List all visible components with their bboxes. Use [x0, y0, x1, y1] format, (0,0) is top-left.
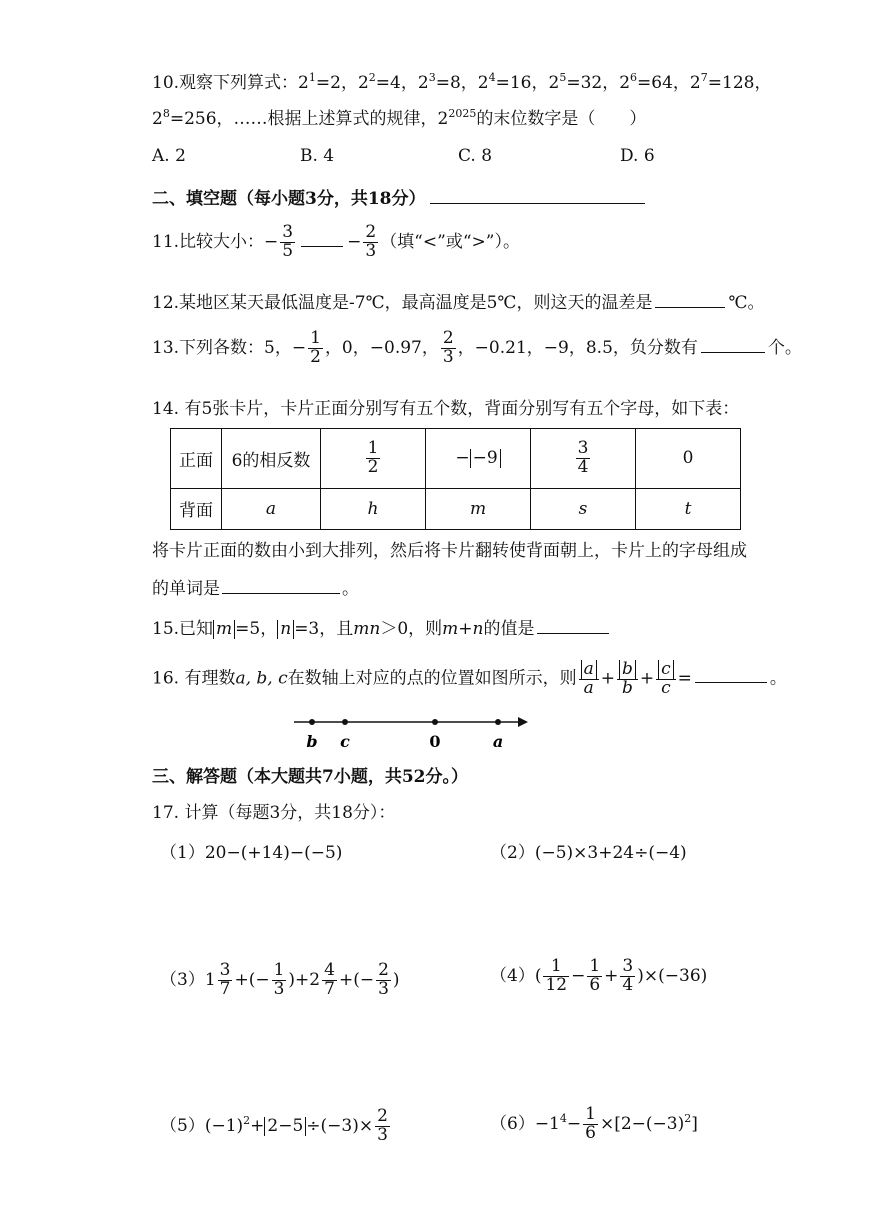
q14-front-row [171, 429, 741, 489]
q10-option-c[interactable]: C. 8 [458, 146, 493, 166]
q13-suffix: 个。 [767, 337, 802, 358]
q14-front-cell-5: 0 [636, 429, 741, 489]
q14-back-cell-3: m [426, 488, 531, 529]
q10-text-mid: ，……根据上述算式的规律， [216, 109, 438, 129]
q10-power-8: $2^8=256$ [152, 107, 217, 129]
q14-front-cell-2: $\frac{1}{2}$ [321, 429, 426, 489]
q10-line2 [152, 104, 646, 129]
q15-suffix: 的值是 [483, 619, 535, 639]
q14-back-cell-2: h [321, 488, 426, 529]
q17-part2: （2）(−5)×3+24÷(−4) [490, 843, 687, 863]
q10-power-1: $2^1=2$， [298, 71, 358, 93]
q14-back-cell-1: a [222, 488, 321, 529]
label-b: b [306, 732, 318, 751]
point-b [309, 719, 315, 725]
number-line-arrow [518, 717, 528, 727]
q14-line2: 将卡片正面的数由小到大排列，然后将卡片翻转使背面朝上，卡片上的字母组成 [152, 541, 747, 561]
q14-back-cell-5: t [636, 488, 741, 529]
q14-line3-end: 。 [342, 579, 359, 599]
label-a: a [492, 732, 504, 751]
q13 [152, 330, 802, 367]
q16-number-line [290, 712, 535, 754]
q16-fraction-a: $\frac{a}{a}$ [579, 660, 599, 698]
q16-prefix: 16. 有理数 [152, 668, 236, 689]
q15-eq1: =5， [235, 619, 278, 639]
q10-power-3: $2^3=8$， [417, 71, 478, 93]
q15 [152, 614, 609, 639]
q15-answer-blank[interactable] [537, 632, 609, 634]
point-a [495, 719, 501, 725]
q13-mid1: ，0，−0.97， [324, 337, 439, 358]
q10-power-5: $2^5=32$， [548, 71, 620, 93]
q10-label: 10.观察下列算式： [152, 73, 299, 93]
q12-text: 12.某地区某天最低温度是-7℃，最高温度是5℃，则这天的温差是 [152, 293, 653, 313]
q14-line3 [152, 574, 359, 599]
q14-front-cell-3: − −9 [426, 429, 531, 489]
q12-suffix: ℃。 [728, 293, 765, 313]
q14-line3-text: 的单词是 [152, 579, 220, 599]
q10-power-6: $2^6=64$， [619, 71, 690, 93]
q17-title: 17. 计算（每题3分，共18分）： [152, 803, 396, 823]
q10-option-d[interactable]: D. 6 [620, 146, 655, 166]
q17-part1: （1）20−(+14)−(−5) [160, 843, 343, 863]
q15-eq2: =3，且 [294, 619, 354, 639]
q12-answer-blank[interactable] [655, 306, 725, 308]
point-c [342, 719, 348, 725]
q16-end: 。 [769, 668, 787, 689]
q17-part3: （3）1 $\frac{3}{7}$ +(− $\frac{1}{3}$ )+2 $\frac{4}{7}$ +(− $\frac{2}{3}$ ) [160, 960, 400, 999]
q14-front-cell-4: $\frac{3}{4}$ [531, 429, 636, 489]
q13-prefix: 13.下列各数：5，− [152, 337, 307, 358]
q13-fraction-2: $\frac{2}{3}$ [442, 328, 454, 367]
q11-suffix: （填“<”或“>”）。 [380, 231, 520, 252]
q13-fraction-1: $\frac{1}{2}$ [310, 328, 321, 367]
q11-prefix: 11.比较大小：− [152, 231, 279, 252]
q15-cond: mn [353, 619, 381, 639]
q10-target: $2^{2025}$ [437, 107, 477, 129]
q11-answer-blank[interactable] [301, 245, 343, 247]
q14-card-table [170, 428, 741, 530]
q12 [152, 288, 764, 313]
q17-part6: $(6)-1^4-$ $\frac{1}{6}$ $\times[2-(-3)^2]$ [490, 1104, 698, 1143]
q13-mid2: ，−0.21，−9，8.5，负分数有 [457, 337, 698, 358]
q14-front-label: 正面 [171, 429, 222, 489]
label-c: c [340, 732, 350, 751]
section2-rule [430, 202, 645, 204]
q14-front-cell-1: 6的相反数 [222, 429, 321, 489]
q10-power-2: $2^2=4$， [357, 71, 418, 93]
q16-fraction-b: $\frac{b}{b}$ [617, 660, 638, 698]
q10-line1 [152, 68, 771, 93]
q16-mid: 在数轴上对应的点的位置如图所示，则 [287, 668, 577, 689]
q17-part4: （4）( $\frac{1}{12}$ − $\frac{1}{6}$ + $\frac{3}{4}$ )×(−36) [490, 956, 708, 995]
q10-power-4: $2^4=16$， [477, 71, 549, 93]
q14-answer-blank[interactable] [222, 592, 340, 594]
q16: 16. 有理数a, b, c在数轴上对应的点的位置如图所示，则 $\frac{a}{a}$ + $\frac{b}{b}$ + $\frac{c}{c}$ = 。 [152, 659, 787, 698]
q10-option-b[interactable]: B. 4 [300, 146, 335, 166]
q17-part5: $(5)(-1)^2+ 2-5 \div(-3)\times$ $\frac{2}{3}$ [160, 1106, 388, 1145]
q16-vars: a, b, c [235, 668, 288, 689]
q11-fraction-1: $\frac{3}{5}$ [282, 222, 294, 261]
q11-minus: − [347, 231, 362, 252]
q10-text-end: 的末位数字是（ ） [476, 109, 647, 129]
q11 [152, 224, 520, 261]
q15-expr: m+n [442, 619, 484, 639]
q15-prefix: 15.已知 [152, 619, 214, 639]
q16-answer-blank[interactable] [695, 681, 767, 683]
q15-abs-m: m [213, 620, 235, 639]
section2-heading: 二、填空题（每小题3分，共18分） [152, 184, 645, 209]
q14-back-label: 背面 [171, 488, 222, 529]
q13-answer-blank[interactable] [701, 351, 765, 353]
q10-option-a[interactable]: A. 2 [152, 146, 186, 166]
q15-gt: ＞0，则 [380, 619, 443, 639]
q14-back-cell-4: s [531, 488, 636, 529]
q10-power-list [298, 73, 771, 93]
point-0 [432, 719, 438, 725]
q14-intro: 14. 有5张卡片，卡片正面分别写有五个数，背面分别写有五个字母，如下表： [152, 399, 740, 419]
q14-back-row [171, 488, 741, 529]
q16-fraction-c: $\frac{c}{c}$ [656, 660, 676, 698]
q11-fraction-2: $\frac{2}{3}$ [365, 222, 377, 261]
q10-power-7: $2^7=128$， [689, 71, 772, 93]
section3-heading: 三、解答题（本大题共7小题，共52分。） [152, 767, 468, 787]
q15-abs-n: n [277, 620, 294, 639]
label-0: 0 [429, 732, 441, 751]
